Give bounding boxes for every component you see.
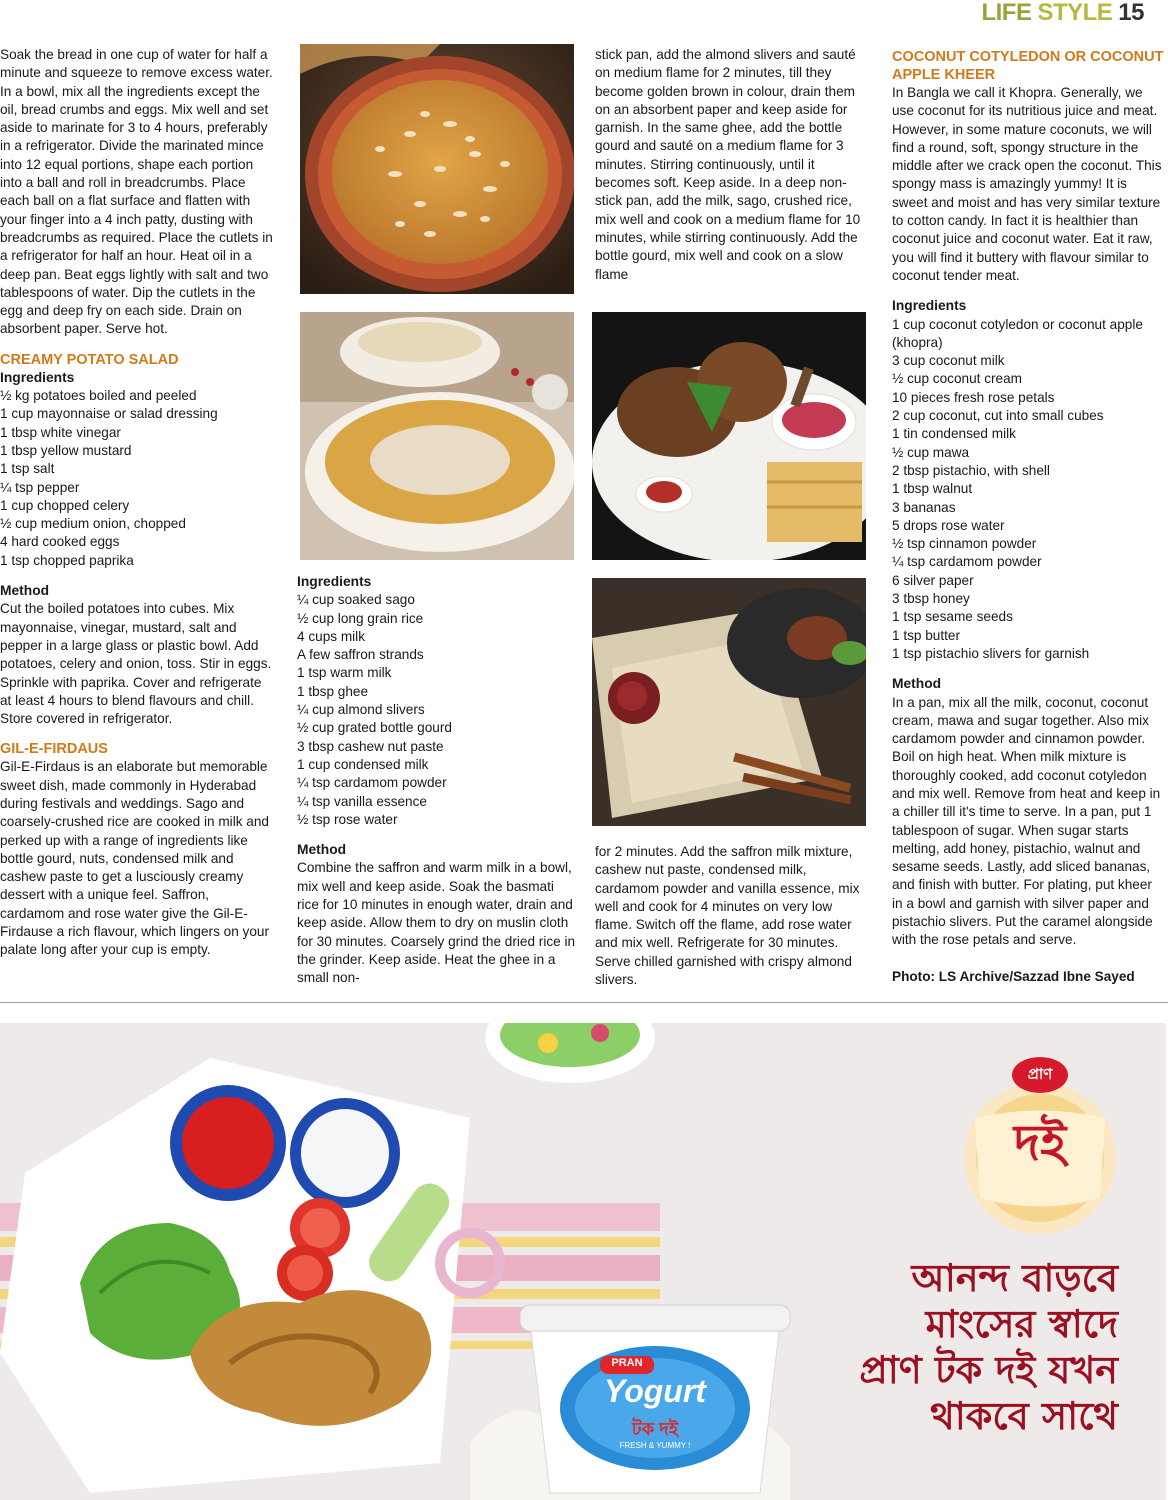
kheer-intro: In Bangla we call it Khopra. Generally, we use coconut for its nutritious juice and meat. However, in some mature coconuts, we will find a round, soft, spongy structure in the middle after we crack open the coconut. This spongy mass is amazingly yummy! It is sweet and moist and has very similar texture to cotton candy. In fact it is healthier than coconut juice and coconut water. Eat it raw, you will find it buttery with flavour similar to coconut tender meat. (892, 85, 1162, 283)
tub-brand: PRAN (611, 1357, 643, 1369)
list-item: ½ cup mawa (892, 444, 970, 460)
list-item: A few saffron strands (297, 647, 424, 663)
list-item: ½ cup long grain rice (297, 610, 424, 626)
list-item: 1 tbsp yellow mustard (0, 442, 132, 458)
ad-slogan-line: মাংসের স্বাদে (925, 1301, 1118, 1346)
list-item: 1 tsp warm milk (297, 665, 392, 681)
potato-method: Cut the boiled potatoes into cubes. Mix mayonnaise, vinegar, mustard, salt and pepper in a large glass or plastic bowl. Add potatoes, celery and onion, toss. Stir in eggs. Sprinkle with paprika. Cover and refrigerate at least 4 hours to blend flavours and chill. Store covered in refrigerator. (0, 601, 272, 727)
list-item: ¼ tsp vanilla essence (297, 793, 427, 809)
list-item: ½ tsp cinnamon powder (892, 536, 1037, 552)
gil-method-label: Method (297, 842, 347, 858)
list-item: ½ cup medium onion, chopped (0, 516, 186, 532)
list-item: 5 drops rose water (892, 517, 1005, 533)
column-2 (297, 573, 577, 988)
masthead-style: STYLE (1037, 0, 1113, 26)
ad-slogan-line: প্রাণ টক দই যখন (859, 1347, 1118, 1392)
gil-method-continued: stick pan, add the almond slivers and sauté on medium flame for 2 minutes, till they become golden brown in colour, drain them on an absorbent paper and keep aside for garnish. In the same ghee, add the bottle gourd and sauté on a medium flame for 3 minutes. Stirring continuously, until it becomes soft. Keep aside. In a deep non- stick pan, add the milk, sago, crushed rice, mix well and cook on a medium flame for 10 minutes, while stirring continuously. Add the bottle gourd, mix well and cook on a slow flame (595, 47, 861, 282)
kheer-method-label: Method (892, 676, 942, 692)
tub-bangla-label: টক দই (631, 1419, 679, 1439)
tub-tagline: FRESH & YUMMY ! (619, 1441, 691, 1450)
list-item: 1 tsp chopped paprika (0, 552, 134, 568)
list-item: 2 cup coconut, cut into small cubes (892, 408, 1104, 424)
list-item: 1 tsp pistachio slivers for garnish (892, 645, 1090, 661)
potato-ingredients-label: Ingredients (0, 369, 75, 385)
list-item: 1 cup condensed milk (297, 756, 429, 772)
list-item: 1 cup mayonnaise or salad dressing (0, 406, 218, 422)
list-item: 1 tin condensed milk (892, 426, 1016, 442)
list-item: ¼ cup almond slivers (297, 702, 425, 718)
list-item: 1 tsp butter (892, 627, 961, 643)
list-item: ¼ tsp pepper (0, 479, 80, 495)
list-item: 10 pieces fresh rose petals (892, 389, 1055, 405)
list-item: ¼ tsp cardamom powder (892, 554, 1042, 570)
ad-slogan-line: থাকবে সাথে (930, 1393, 1118, 1438)
cutlet-plate-photo (592, 312, 866, 560)
list-item: ¼ tsp cardamom powder (297, 775, 447, 791)
column-3-top (595, 46, 870, 284)
list-item: (khopra) (892, 334, 943, 350)
list-item: ¼ cup soaked sago (297, 592, 415, 608)
gil-e-firdaus-photo (300, 44, 574, 294)
list-item: 2 tbsp pistachio, with shell (892, 462, 1050, 478)
kheer-method: In a pan, mix all the milk, coconut, coconut cream, mawa and sugar together. Also mix cardamom powder and cinnamon powder. Boil on high heat. When milk mixture is thoroughly cooked, add coconut cotyledon and mix well. Remove from heat and keep in a chiller till it's time to serve. In a pan, put 1 tablespoon of sugar. When sugar starts melting, add honey, pistachio, walnut and sesame seeds. Lastly, add sliced bananas, and finish with butter. For plating, put kheer in a bowl and garnish with silver paper and pistachio slivers. Put the caramel alongside with the rose petals and serve. (892, 694, 1161, 948)
list-item: 1 tsp salt (0, 461, 55, 477)
list-item: 1 tbsp walnut (892, 481, 973, 497)
masthead-life: LIFE (981, 0, 1032, 26)
list-item: 4 hard cooked eggs (0, 534, 120, 550)
list-item: 3 tbsp cashew nut paste (297, 738, 444, 754)
list-item: 1 tbsp ghee (297, 683, 369, 699)
list-item: ½ kg potatoes boiled and peeled (0, 388, 197, 404)
gil-ingredients-label: Ingredients (297, 574, 372, 589)
potato-ingredients-list (0, 387, 274, 570)
gil-method: Combine the saffron and warm milk in a bowl, mix well and keep aside. Soak the basmati rice for 10 minutes in enough water, drain and keep aside. Allow them to dry on muslin cloth for 30 minutes. Coarsely grind the dried rice in the grinder. Keep aside. Heat the ghee in a small non- (297, 860, 576, 986)
cutlet-method-continued: Soak the bread in one cup of water for half a minute and squeeze to remove excess water. In a bowl, mix all the ingredients except the oil, bread crumbs and eggs. Mix well and set aside to marinate for 3 to 4 hours, preferably in a refrigerator. Divide the marinated mince into 12 equal portions, shape each portion into a ball and roll in breadcrumbs. Place each ball on a flat surface and flatten with your finger into a 4 inch patty, dusting with breadcrumbs as required. Place the cutlets in a refrigerator for half an hour. Heat oil in a deep pan. Beat eggs lightly with salt and two tablespoons of water. Dip the cutlets in the egg and deep fry on each side. Drain on absorbent paper. Serve hot. (0, 47, 273, 337)
gil-intro: Gil-E-Firdaus is an elaborate but memorable sweet dish, made commonly in Hyderabad during festivals and weddings. Sago and coarsely-crushed rice are cooked in milk and perked up with a range of ingredients like bottle gourd, nuts, condensed milk and cashew paste to get a lusciously creamy dessert with a unique feel. Saffron, cardamom and rose water give the Gil-E-Firdause a rich flavour, which lingers on your palate long after your cup is empty. (0, 759, 269, 958)
kheer-ingredients-list (892, 316, 1166, 664)
column-4 (892, 48, 1166, 986)
list-item: 1 tsp sesame seeds (892, 609, 1013, 625)
potato-salad-title: CREAMY POTATO SALAD (0, 351, 179, 368)
gil-title: GIL-E-FIRDAUS (0, 741, 108, 758)
list-item: 3 tbsp honey (892, 591, 970, 607)
yogurt-advertisement (0, 1023, 1166, 1500)
gil-method-end: for 2 minutes. Add the saffron milk mixture, cashew nut paste, condensed milk, cardamom powder and vanilla essence, mix well and cook for 4 minutes on very low flame. Switch off the flame, add rose water and mix well. Refrigerate for 30 minutes. Serve chilled garnished with crispy almond slivers. (595, 844, 860, 988)
column-3-bottom (595, 843, 870, 989)
ad-logo-doi: দই (1013, 1115, 1067, 1171)
kheer-title: COCONUT COTYLEDON OR COCONUT APPLE KHEER (892, 49, 1164, 83)
column-1 (0, 46, 274, 960)
ad-logo-small: প্রাণ (1027, 1066, 1053, 1083)
ad-slogan-line: আনন্দ বাড়বে (911, 1255, 1118, 1300)
list-item: 3 cup coconut milk (892, 353, 1005, 369)
kheer-ingredients-label: Ingredients (892, 298, 967, 314)
gil-ingredients-list (297, 591, 577, 829)
ad-slogan (778, 1255, 1118, 1439)
tub-product-name: Yogurt (604, 1373, 706, 1409)
curry-bowl-photo (300, 312, 574, 560)
list-item: 4 cups milk (297, 628, 365, 644)
list-item: ½ cup coconut cream (892, 371, 1022, 387)
list-item: ½ cup grated bottle gourd (297, 720, 452, 736)
potato-method-label: Method (0, 583, 50, 599)
list-item: 1 tbsp white vinegar (0, 424, 121, 440)
list-item: 3 bananas (892, 499, 956, 515)
list-item: 6 silver paper (892, 572, 974, 588)
rose-cinnamon-photo (592, 578, 866, 826)
list-item: ½ tsp rose water (297, 811, 398, 827)
list-item: 1 cup coconut cotyledon or coconut apple (892, 316, 1143, 332)
page-number: 15 (1118, 0, 1144, 26)
list-item: 1 cup chopped celery (0, 497, 130, 513)
section-divider (0, 1002, 1168, 1003)
photo-credit: Photo: LS Archive/Sazzad Ibne Sayed (892, 968, 1135, 984)
masthead (981, 0, 1144, 26)
